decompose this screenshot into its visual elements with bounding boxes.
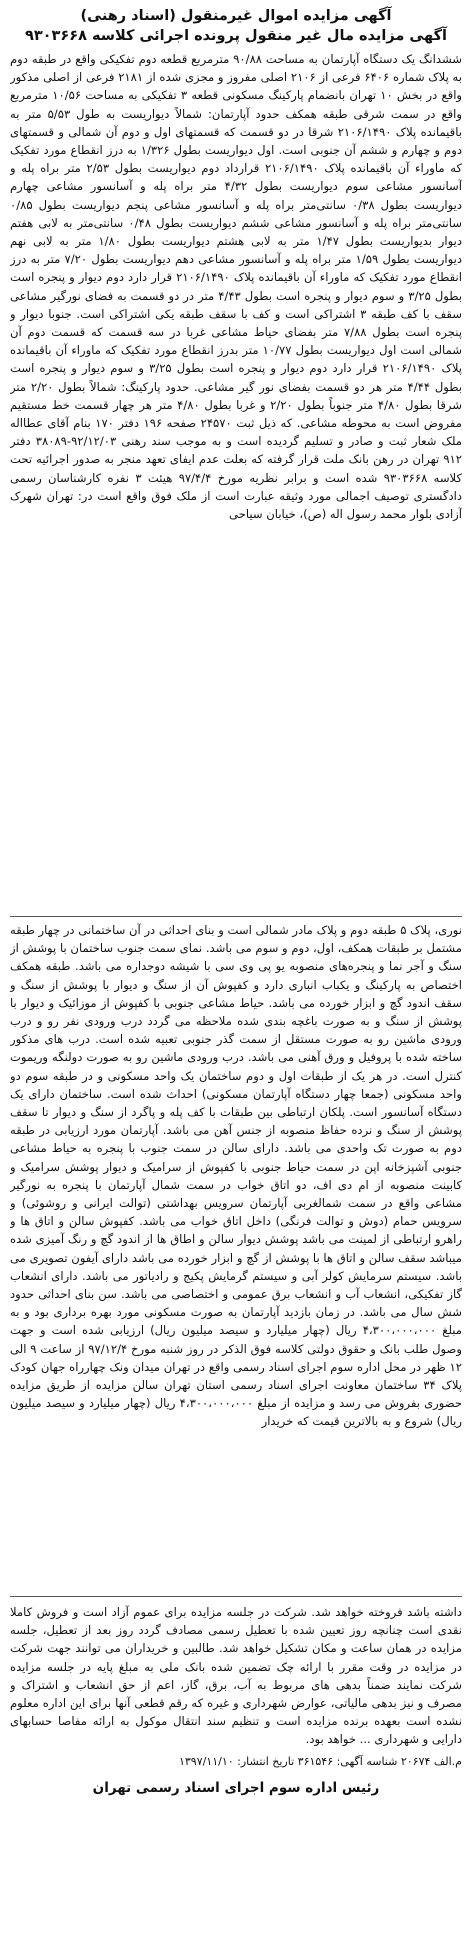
notice-section-2 [10, 916, 462, 1588]
notice-subheading: آگهی مزایده مال غیر منقول پرونده اجرائی کلاسه ۹۳۰۳۶۶۸ [24, 28, 448, 44]
notice-heading: آگهی مزایده اموال غیرمنقول (اسناد رهنی) [80, 8, 392, 24]
notice-section-3 [10, 1596, 462, 1926]
notice-section-1 [10, 6, 462, 904]
notice-meta-line: م.الف ۲۰۶۷۴ شناسه آگهی: ۳۶۱۵۴۶ تاریخ انتشار: ۱۳۹۷/۱۱/۱۰ [178, 1754, 462, 1768]
notice-paragraph-1: ششدانگ یک دستگاه آپارتمان به مساحت ۹۰/۸۸ مترمربع قطعه دوم تفکیکی واقع در طبقه دوم به پلاک شماره ۶۴۰۶ فرعی از ۲۱۰۶ اصلی مفروز و مجزی شده از ۲۱۸۱ فرعی از اصلی مذکور واقع در بخش ۱۰ تهران بانضمام پارکینگ مسکونی قطعه ۳ تفکیکی به مساحت ۱۰/۵۶ مترمربع واقع در سمت شرقی طبقه همکف حدود آپارتمان: شمالاً دیواریست به طول ۵/۵۳ متر به باقیمانده پلاک ۲۱۰۶/۱۴۹۰ شرقا در دو قسمت که قسمتهای اول و دوم آن شمالی و قسمتهای دوم و چهارم و ششم آن جنوبی است. اول دیواریست بطول ۱/۳۲۶ به درز انقطاع مورد تفکیک که ماوراء آن باقیمانده پلاک ۲۱۰۶/۱۴۹۰ قرارداد دوم دیواریست بطول ۲/۵۳ متر براه پله و آسانسور مشاعی سوم دیواریست بطول ۴/۳۲ متر براه پله و آسانسور مشاعی چهارم دیواریست بطول ۰/۳۸ سانتی‌متر براه پله و آسانسور مشاعی پنجم دیواریست بطول ۰/۸۵ سانتی‌متر براه پله و آسانسور مشاعی ششم دیواریست بطول ۰/۴۸ سانتی‌متر به لابی هفتم دیوار بدیواریست بطول ۱/۴۷ متر به لابی هشتم دیواریست بطول ۱/۸۰ متر به لابی نهم دیواریست بطول ۱/۵۹ متر براه پله و آسانسور مشاعی دهم دیواریست بطول ۷/۲۰ متر به درز انقطاع مورد تفکیک که ماوراء آن باقیمانده پلاک ۲۱۰۶/۱۴۹۰ قرار دارد دوم دیوار و پنجره است بطول ۳/۲۵ و سوم دیوار و پنجره است بطول ۴/۴۳ متر در دو قسمت به فضای نورگیر مشاعی سقف با کف طبقه ۳ اشتراکی است و کف با سقف طبقه یکی اشتراکی است. جنوبا دیوار و پنجره است بطول ۷/۸۸ متر بفضای حیاط مشاعی غربا در سه قسمت که قسمت دوم آن شمالی است اول دیواریست بطول ۱۰/۷۷ متر بدرز انقطاع مورد تفکیک که ماوراء آن باقیمانده پلاک ۲۱۰۶/۱۴۹۰ قرار دارد دوم دیوار و پنجره است بطول ۳/۲۵ و سوم دیوار و پنجره است بطول ۴/۴۴ متر هر دو قسمت بفضای نور گیر مشاعی. حدود پارکینگ: شمالاً بطول ۲/۲۰ متر شرقا بطول ۴/۸۰ متر جنوباً بطول ۲/۲۰ و غربا بطول ۴/۸۰ متر هر چهار قسمت خط مستقیم مفروض است به محوطه مشاعی. که ذیل ثبت ۲۴۵۷۰ صفحه ۱۹۶ دفتر ۱۷۰ بنام آقای عطااله ملک شعار ثبت و صادر و تسلیم گردیده است و به موجب سند رهنی ۹۲/۱۲/۰۳-۳۸۰۸۹ دفتر ۹۱۲ تهران در رهن بانک ملت قرار گرفته که بعلت عدم ایفای تعهد منجر به صدور اجرائیه تحت کلاسه ۹۳۰۳۶۶۸ شده است و برابر نظریه مورخ ۹۷/۴/۴ هیئت ۳ نفره کارشناسان رسمی دادگستری توصیف اجمالی مورد وثیقه عبارت است از ملک فوق واقع است در: تهران شهرک آزادی بلوار محمد رسول اله (ص)، خیابان سیاحی [10, 52, 462, 522]
notice-signature: رئیس اداره سوم اجرای اسناد رسمی تهران [92, 1779, 380, 1796]
notice-paragraph-2: نوری، پلاک ۵ طبقه دوم و پلاک مادر شمالی است و بنای احداثی در آن ساختمانی در چهار طبقه مشتمل بر طبقات همکف، اول، دوم و سوم می باشد. نمای سمت جنوب ساختمان با پوشش از سنگ و آجر نما و پنجره‌های منصوبه یو پی وی سی با شیشه دوجداره می باشد. طبقه همکف اختصاص به پارکینگ و یکباب انباری دارد و کفپوش آن از سنگ و دیوار با پوشش از سنگ و سقف اندود گچ و ابزار خورده می باشد. حیاط مشاعی جنوبی با کفپوش از موزائیک و دیوار با پوشش از سنگ و به صورت باغچه بندی شده ملاحظه می گردد درب ورودی نفر رو و درب ورودی ماشین رو به صورت مستقل از سمت گذر جنوبی تعبیه شده است. درب های مذکور ساخته شده با پروفیل و ورق آهنی می باشد. درب ورودی ماشین رو به صورت دولنگه وریموت کنترل است. در هر یک از طبقات اول و دوم ساختمان یک واحد مسکونی و در طبقه سوم دو واحد مسکونی (جمعا چهار دستگاه آپارتمان مسکونی) احداث شده است. ساختمان دارای یک دستگاه آسانسور است. پلکان ارتباطی بین طبقات با کف پله و پاگرد از سنگ و دیوار تا سقف پوشش از سنگ و نرده حفاظ منصوبه از جنس آهن می باشد. آپارتمان مورد ارزیابی در طبقه دوم به صورت تک واحدی می باشد. دارای سالن در سمت جنوب با پنجره به حیاط مشاعی جنوبی آشپزخانه اپن در سمت حیاط جنوبی با کفپوش از سرامیک و دیوار پوشش سرامیک و کابینت منصوبه از ام دی اف، دو اتاق خواب در سمت شمال آپارتمان با پنجره به نورگیر مشاعی واقع در سمت شمالغربی آپارتمان سرویس بهداشتی (توالت ایرانی و روشوئی) و سرویس حمام (دوش و توالت فرنگی) داخل اتاق خواب می باشد. کفپوش سالن و اتاق ها و راهرو ارتباطی از لمینت می باشد پوشش دیوار سالن و اطاق ها از اندود گچ و رنگ آمیزی شده میباشد سقف سالن و اتاق ها با پوشش از گچ و ابزار خورده می باشد دارای آیفون تصویری می باشد. سیستم سرمایش کولر آبی و سیستم گرمایش پکیج و رادیاتور می باشد. دارای انشعاب گاز تفکیکی، انشعاب آب و انشعاب برق عمومی و اختصاصی می باشد. سن بنای احداثی حدود شش سال می باشد. در زمان بازدید آپارتمان به صورت مسکونی مورد بهره برداری بود و به مبلغ ۴،۳۰۰،۰۰۰،۰۰۰ ریال (چهار میلیارد و سیصد میلیون ریال) ارزیابی شده است و جهت وصول طلب بانک و حقوق دولتی کلاسه فوق الذکر در روز شنبه مورخ ۹۷/۱۲/۴ از ساعت ۹ الی ۱۲ ظهر در محل اداره سوم اجرای اسناد رسمی واقع در تهران میدان ونک چهارراه جهان کودک پلاک ۳۴ ساختمان معاونت اجرای اسناد رسمی استان تهران سالن مزایده از طریق مزایده حضوری بفروش می رسد و مزایده از مبلغ ۴،۳۰۰،۰۰۰،۰۰۰ ریال (چهار میلیارد و سیصد میلیون ریال) شروع و به بالاترین قیمت که خریدار [10, 923, 462, 1429]
notice-paragraph-3: داشته باشد فروخته خواهد شد. شرکت در جلسه مزایده برای عموم آزاد است و فروش کاملا نقدی است چنانچه روز تعیین شده با تعطیل رسمی مصادف گردد روز بعد از تعطیل، جلسه مزایده در همان ساعت و مکان تشکیل خواهد شد. طالبین و خریداران می توانند جهت شرکت در مزایده در وقت مقرر با ارائه چک تضمین شده بانک ملی به مبلغ پایه در جلسه مزایده شرکت نمایند ضمناً بدهی های مربوط به آب، برق، گاز، اعم از حق انشعاب و اشتراک و مصرف و نیز بدهی مالیاتی، عوارض شهرداری و غیره که رقم قطعی آنها برای این اداره معلوم نشده است بعهده برنده مزایده است و تنظیم سند انتقال موکول به ارائه مفاصا حسابهای دارایی و شهرداری ... خواهد بود. [10, 1605, 462, 1747]
